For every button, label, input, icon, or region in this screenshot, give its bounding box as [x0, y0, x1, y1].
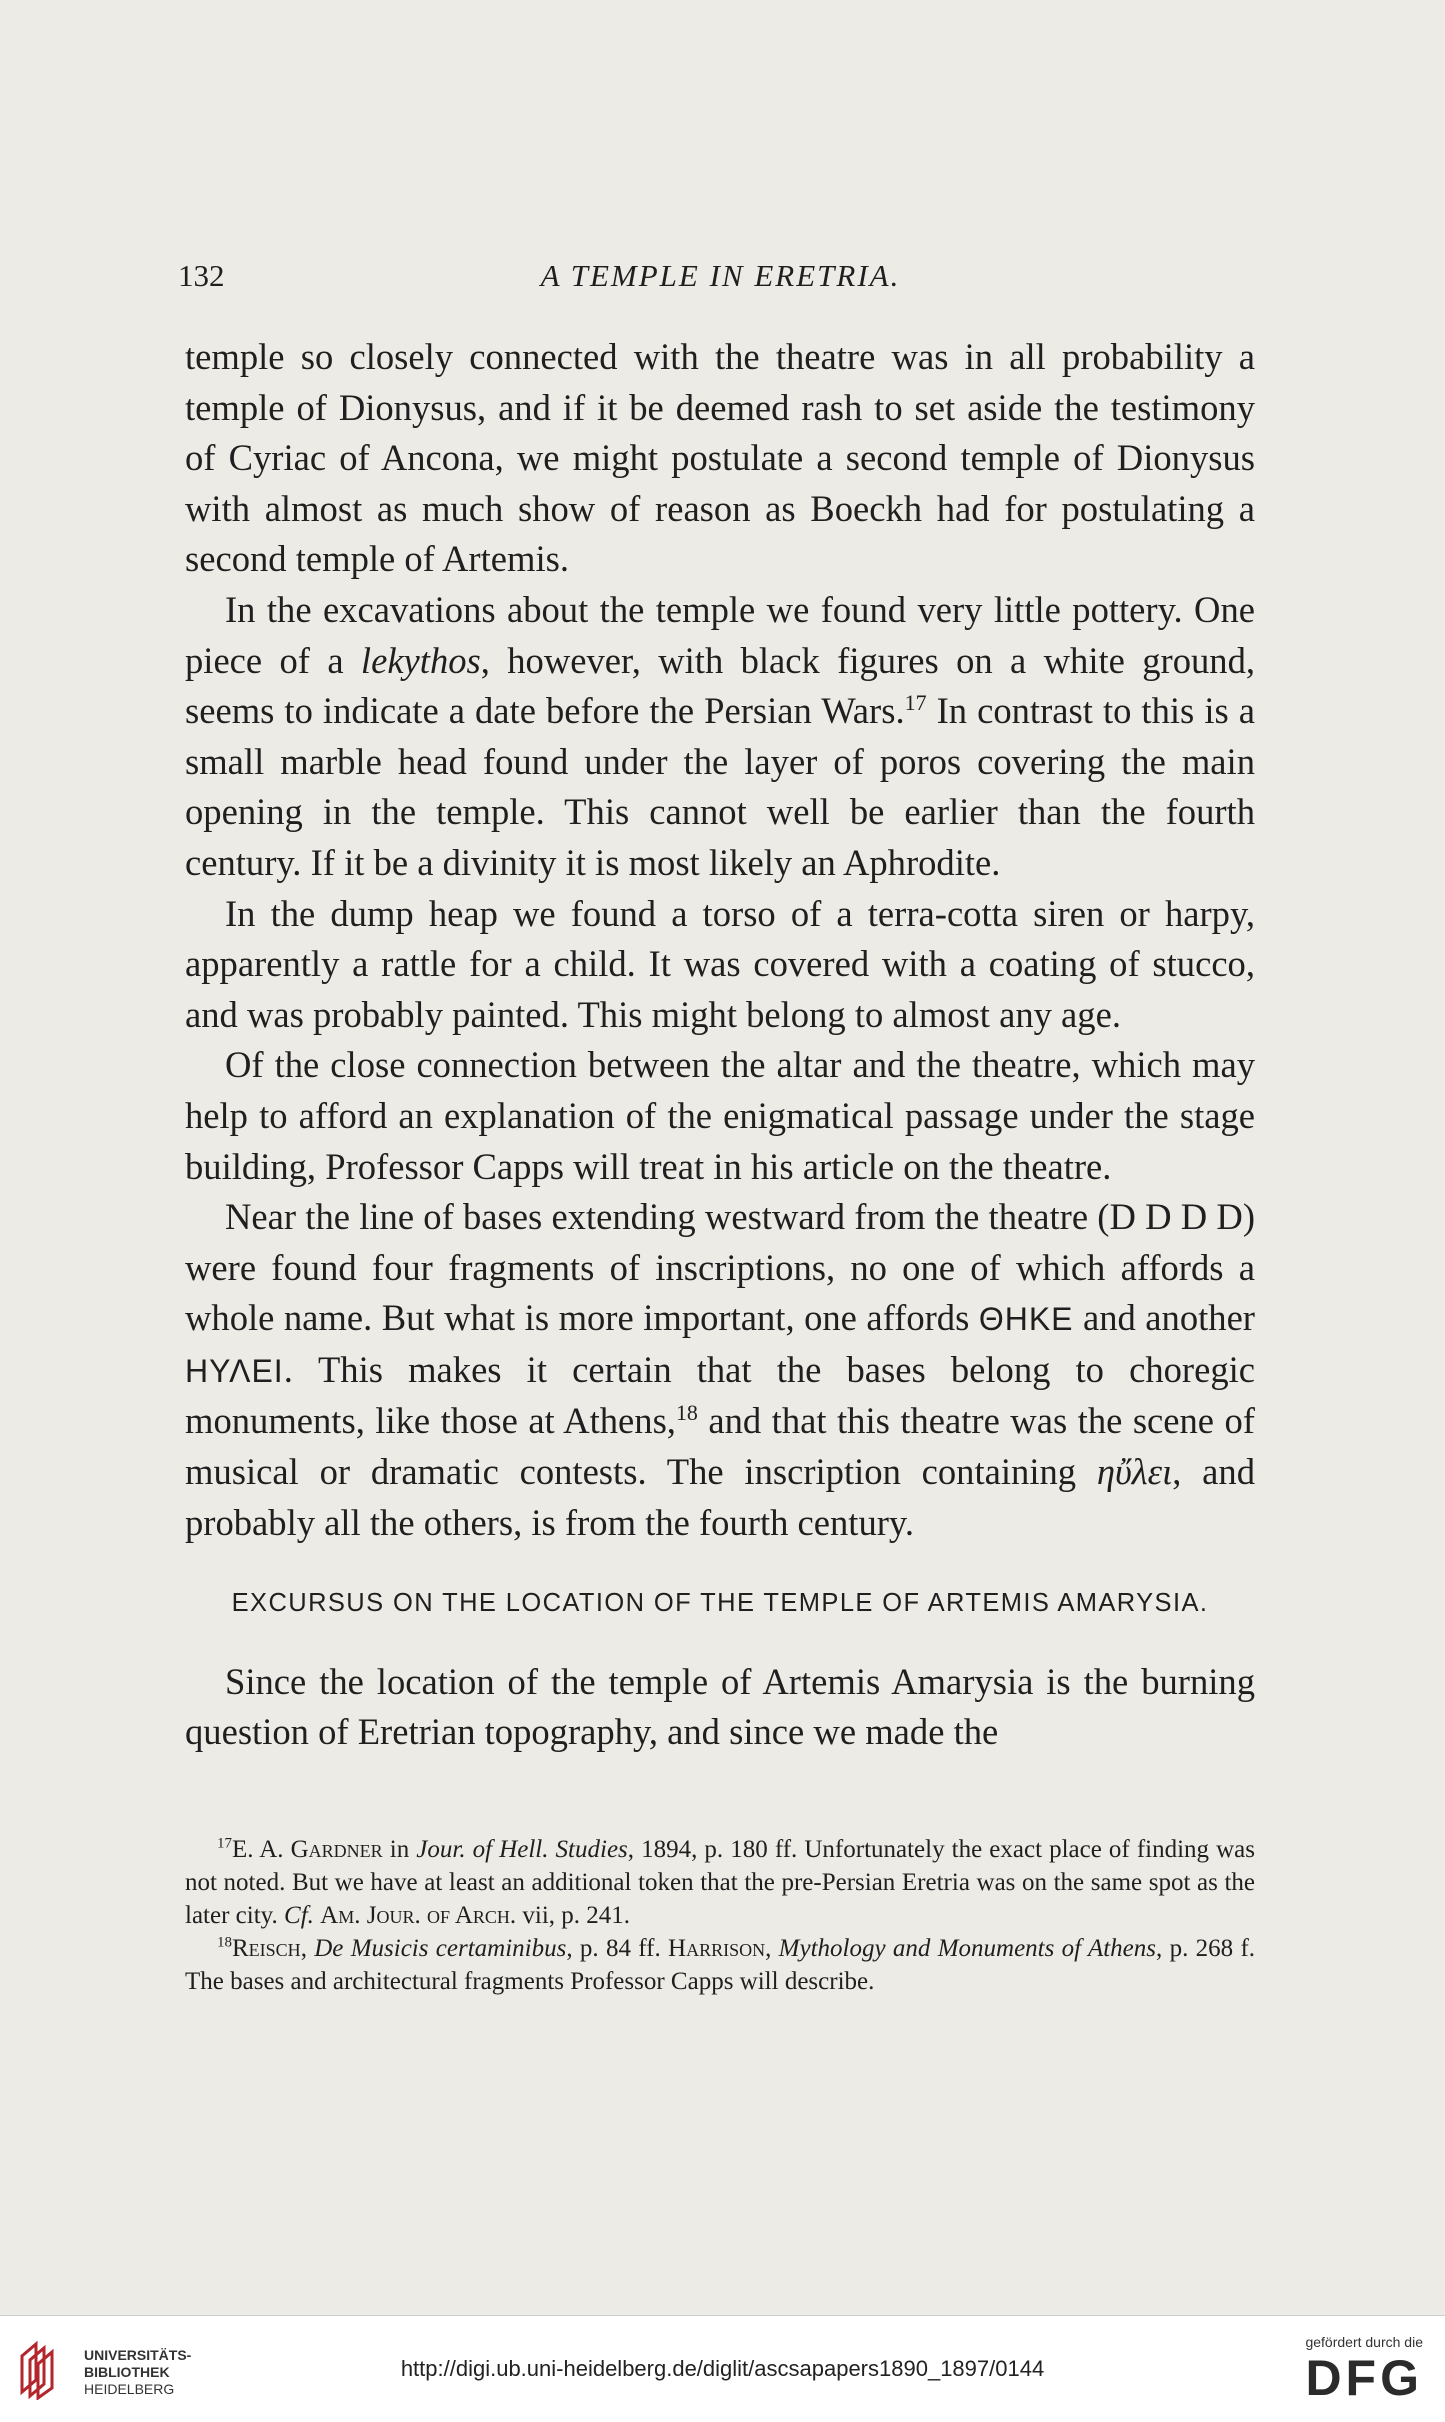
viewer-footer	[0, 2315, 1445, 2422]
paragraph-2: In the excavations about the temple we found very little pottery. One piece of a lekythos, however, with black figures on a white ground, seems to indicate a date before the Persian Wars.$^{17}$ In contrast to this is a small marble head found under the layer of poros covering the main opening in the temple. This cannot well be earlier than the fourth century. If it be a divinity it is most likely an Aphrodite.	[185, 588, 1256, 883]
sponsor-label: gefördert durch die	[1305, 2334, 1423, 2350]
term-lekythos: lekythos	[360, 639, 481, 681]
library-name: UNIVERSITÄTS- BIBLIOTHEK HEIDELBERG	[84, 2347, 192, 2397]
footnote-ref-17: 17	[904, 689, 927, 715]
paragraph-5: Near the line of bases extending westward from the theatre (D D D D) were found four fragments of inscriptions, no one of which affords a whole name. But what is more important, one affords ΘΗΚΕ and another ΗΥΛΕΙ. This makes it certain that the bases belong to choregic monuments, like those at Athens,$^{18}$ and that this theatre was the scene of musical or dramatic contests. The inscription containing ηὔλει, and probably all the others, is from the fourth century.	[185, 1196, 1255, 1543]
page-header	[178, 258, 1263, 298]
footnote-18: $^{18}$Reisch, De Musicis certaminibus, p. 84 ff. Harrison, Mythology and Monuments of Athens, p. 268 f. The bases and architectural fragments Professor Capps will describe.	[185, 1934, 1256, 1995]
page-number: 132	[178, 258, 225, 293]
inscription-hylei: ΗΥΛΕΙ	[185, 1352, 284, 1389]
permalink-url[interactable]: http://digi.ub.uni-heidelberg.de/diglit/ascsapapers1890_1897/0144	[400, 2356, 1045, 2381]
footnotes	[185, 1833, 1255, 1998]
footnote-17: $^{17}$E. A. Gardner in Jour. of Hell. Studies, 1894, p. 180 ff. Unfortunately the exact place of finding was not noted. But we have at least an additional token that the pre-Persian Eretria was on the same spot as the later city. Cf. Am. Jour. of Arch. vii, p. 241.	[185, 1835, 1255, 1929]
inscription-theke: ΘΗΚΕ	[978, 1301, 1074, 1338]
paragraph-1: temple so closely connected with the theatre was in all probability a temple of Dionysus, and if it be deemed rash to set aside the testimony of Cyriac of Ancona, we might postulate a second temple of Dionysus with almost as much show of reason as Boeckh had for postulating a second temple of Artemis.	[185, 336, 1255, 580]
paragraph-3: In the dump heap we found a torso of a terra-cotta siren or harpy, apparently a rattle for a child. It was covered with a coating of stucco, and was probably painted. This might belong to almost any age.	[185, 892, 1255, 1035]
greek-word: ηὔλει	[1096, 1451, 1173, 1493]
dfg-logo: DFG	[1305, 2350, 1423, 2406]
running-title: A TEMPLE IN ERETRIA.	[540, 258, 901, 293]
excursus-heading: EXCURSUS ON THE LOCATION OF THE TEMPLE OF ARTEMIS AMARYSIA.	[231, 1589, 1209, 1618]
dfg-sponsor[interactable]	[1305, 2334, 1423, 2406]
footnote-ref-18: 18	[675, 1400, 698, 1426]
body-text	[185, 332, 1255, 1758]
paragraph-6: Since the location of the temple of Artemis Amarysia is the burning question of Eretrian topography, and since we made the	[185, 1660, 1255, 1753]
paragraph-4: Of the close connection between the altar and the theatre, which may help to afford an explanation of the enigmatical passage under the stage building, Professor Capps will treat in his article on the theatre.	[185, 1044, 1255, 1187]
